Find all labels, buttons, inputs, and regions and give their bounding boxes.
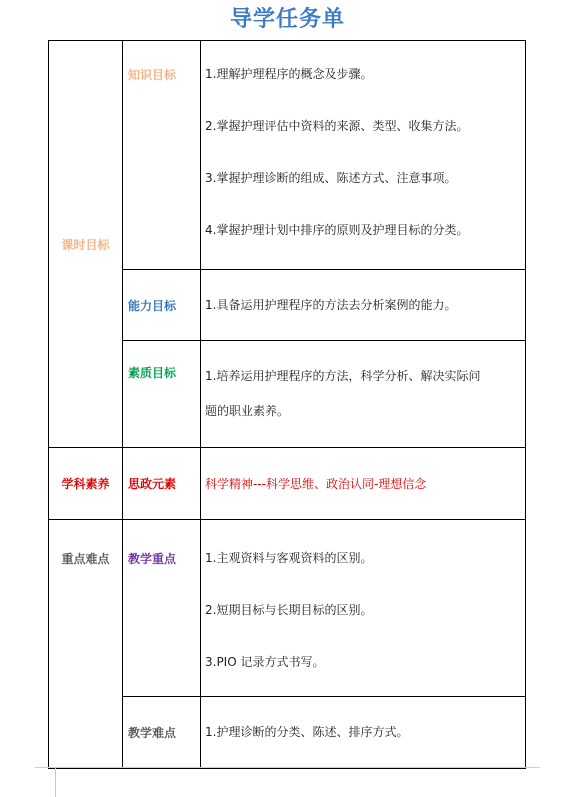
row-subject-literacy: [49, 448, 526, 520]
focus-item: 2.短期目标与长期目标的区别。: [205, 603, 373, 617]
page-title: 导学任务单: [229, 7, 345, 32]
teaching-difficulty-content: [201, 697, 526, 769]
focus-item: 1.主观资料与客观资料的区别。: [205, 551, 373, 565]
knowledge-item: 2.掌握护理评估中资料的来源、类型、收集方法。: [205, 119, 469, 133]
knowledge-goals-content: [201, 41, 526, 270]
teaching-focus-label-text: 教学重点: [128, 552, 177, 566]
knowledge-item: 4.掌握护理计划中排序的原则及护理目标的分类。: [205, 223, 469, 237]
ability-item: 1.具备运用护理程序的方法去分析案例的能力。: [205, 297, 457, 312]
teaching-focus-label: [123, 520, 201, 697]
page-margin-mark: [55, 767, 56, 797]
quality-item-line2: 题的职业素养。: [205, 404, 290, 418]
knowledge-item: 1.理解护理程序的概念及步骤。: [205, 67, 373, 81]
quality-goals-label-text: 素质目标: [128, 366, 177, 380]
task-table: [48, 40, 526, 769]
teaching-focus-content: [201, 520, 526, 697]
quality-goals-content: [201, 341, 526, 448]
knowledge-goals-label-text: 知识目标: [128, 68, 177, 82]
row-knowledge-goals: [49, 41, 526, 270]
ability-goals-content: [201, 270, 526, 341]
page-break-line: [35, 767, 540, 768]
knowledge-item: 3.掌握护理诊断的组成、陈述方式、注意事项。: [205, 171, 457, 185]
difficulty-item: 1.护理诊断的分类、陈述、排序方式。: [205, 725, 409, 739]
ability-goals-label: 能力目标: [123, 270, 201, 341]
ideology-element-content: 科学精神---科学思维、政治认同-理想信念: [201, 448, 526, 520]
key-difficult-label-text: 重点难点: [61, 552, 110, 566]
teaching-difficulty-label: 教学难点: [123, 697, 201, 769]
knowledge-goals-label: [123, 41, 201, 270]
row-teaching-focus: [49, 520, 526, 697]
course-goals-label: 课时目标: [49, 41, 123, 448]
key-difficult-label: [49, 520, 123, 769]
focus-item: 3.PIO 记录方式书写。: [205, 655, 325, 669]
quality-goals-label: [123, 341, 201, 448]
subject-literacy-label: 学科素养: [49, 448, 123, 520]
quality-item-line1: 1.培养运用护理程序的方法，科学分析、解决实际问: [205, 369, 481, 383]
ideology-element-label: 思政元素: [123, 448, 201, 520]
